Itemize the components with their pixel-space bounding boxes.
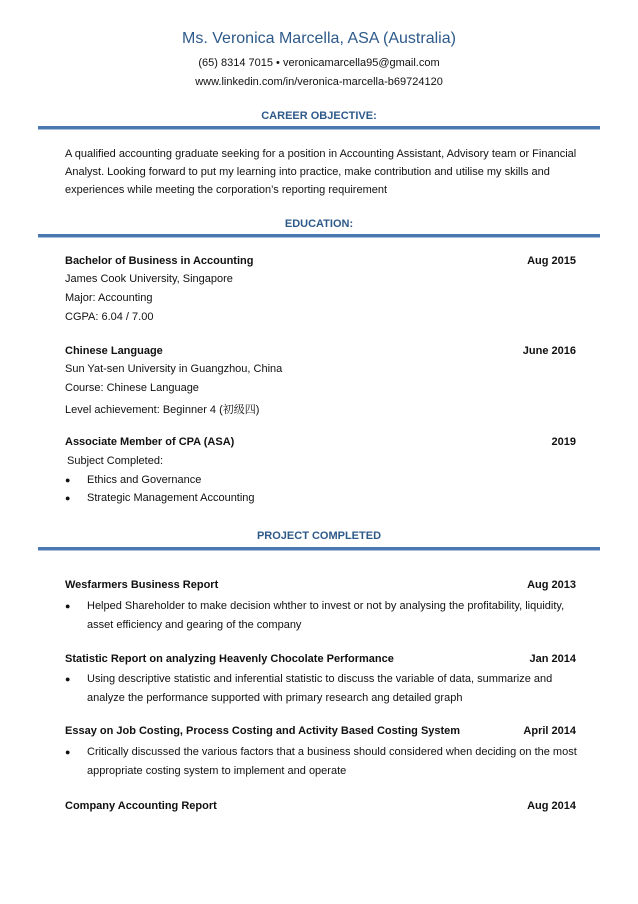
entry-line: Subject Completed:	[67, 455, 163, 467]
project-entry-heading	[65, 653, 576, 665]
entry-title: Wesfarmers Business Report	[65, 579, 219, 591]
section-divider	[38, 126, 600, 130]
section-title-objective: CAREER OBJECTIVE:	[261, 110, 377, 122]
entry-date: Aug 2015	[527, 255, 576, 267]
entry-title: Statistic Report on analyzing Heavenly Chocolate Performance	[65, 653, 394, 665]
entry-title: Bachelor of Business in Accounting	[65, 255, 254, 267]
entry-title: Chinese Language	[65, 345, 163, 357]
list-item: ● Ethics and Governance	[65, 471, 577, 490]
entry-title: Company Accounting Report	[65, 800, 217, 812]
education-entry-heading	[65, 255, 576, 267]
bullet-icon: ●	[65, 601, 71, 611]
entry-date: April 2014	[523, 725, 576, 737]
entry-date: 2019	[551, 436, 576, 448]
project-entry-heading	[65, 579, 576, 591]
entry-date: Aug 2014	[527, 800, 576, 812]
list-item: ● Strategic Management Accounting	[65, 489, 577, 508]
bullet-icon: ●	[65, 747, 71, 757]
section-title-projects: PROJECT COMPLETED	[256, 530, 382, 542]
resume-name: Ms. Veronica Marcella, ASA (Australia)	[182, 30, 456, 47]
bullet-icon: ●	[65, 475, 71, 485]
project-entry-heading	[65, 725, 576, 737]
entry-line: Sun Yat-sen University in Guangzhou, China	[65, 363, 283, 375]
entry-date: Aug 2013	[527, 579, 576, 591]
entry-line: CGPA: 6.04 / 7.00	[65, 311, 154, 323]
entry-line: James Cook University, Singapore	[65, 273, 233, 285]
project-entry-heading	[65, 800, 576, 812]
entry-date: Jan 2014	[529, 653, 576, 665]
entry-title: Essay on Job Costing, Process Costing and Activity Based Costing System	[65, 725, 461, 737]
bullet-icon: ●	[65, 674, 71, 684]
entry-line: Major: Accounting	[65, 292, 153, 304]
section-title-education: EDUCATION:	[284, 218, 354, 230]
entry-line: Course: Chinese Language	[65, 382, 199, 394]
objective-text: A qualified accounting graduate seeking for a position in Accounting Assistant, Advisory team or Financial Analyst. Looking forward to put my learning into practice, make contribution and utilise my skills and experiences while meeting the corporation’s reporting requirement	[65, 148, 577, 196]
list-item: ● Helped Shareholder to make decision whther to invest or not by analysing the profitability, liquidity, asset efficiency and gearing of the company	[65, 597, 577, 635]
entry-date: June 2016	[522, 345, 576, 357]
linkedin-url: www.linkedin.com/in/veronica-marcella-b69724120	[195, 76, 443, 88]
list-item: ● Using descriptive statistic and inferential statistic to discuss the variable of data, summarize and analyze the performance supported with primary research ang detailed graph	[65, 670, 577, 708]
section-divider	[38, 234, 600, 238]
contact-line: (65) 8314 7015 • veronicamarcella95@gmail.com	[198, 57, 440, 69]
entry-line: Level achievement: Beginner 4 (初级四)	[65, 404, 260, 416]
list-item: ● Critically discussed the various factors that a business should considered when deciding on the most appropriate costing system to implement and operate	[65, 743, 577, 781]
entry-title: Associate Member of CPA (ASA)	[65, 436, 235, 448]
section-divider	[38, 547, 600, 551]
education-entry-heading	[65, 345, 576, 357]
bullet-icon: ●	[65, 493, 71, 503]
education-entry-heading	[65, 436, 576, 448]
